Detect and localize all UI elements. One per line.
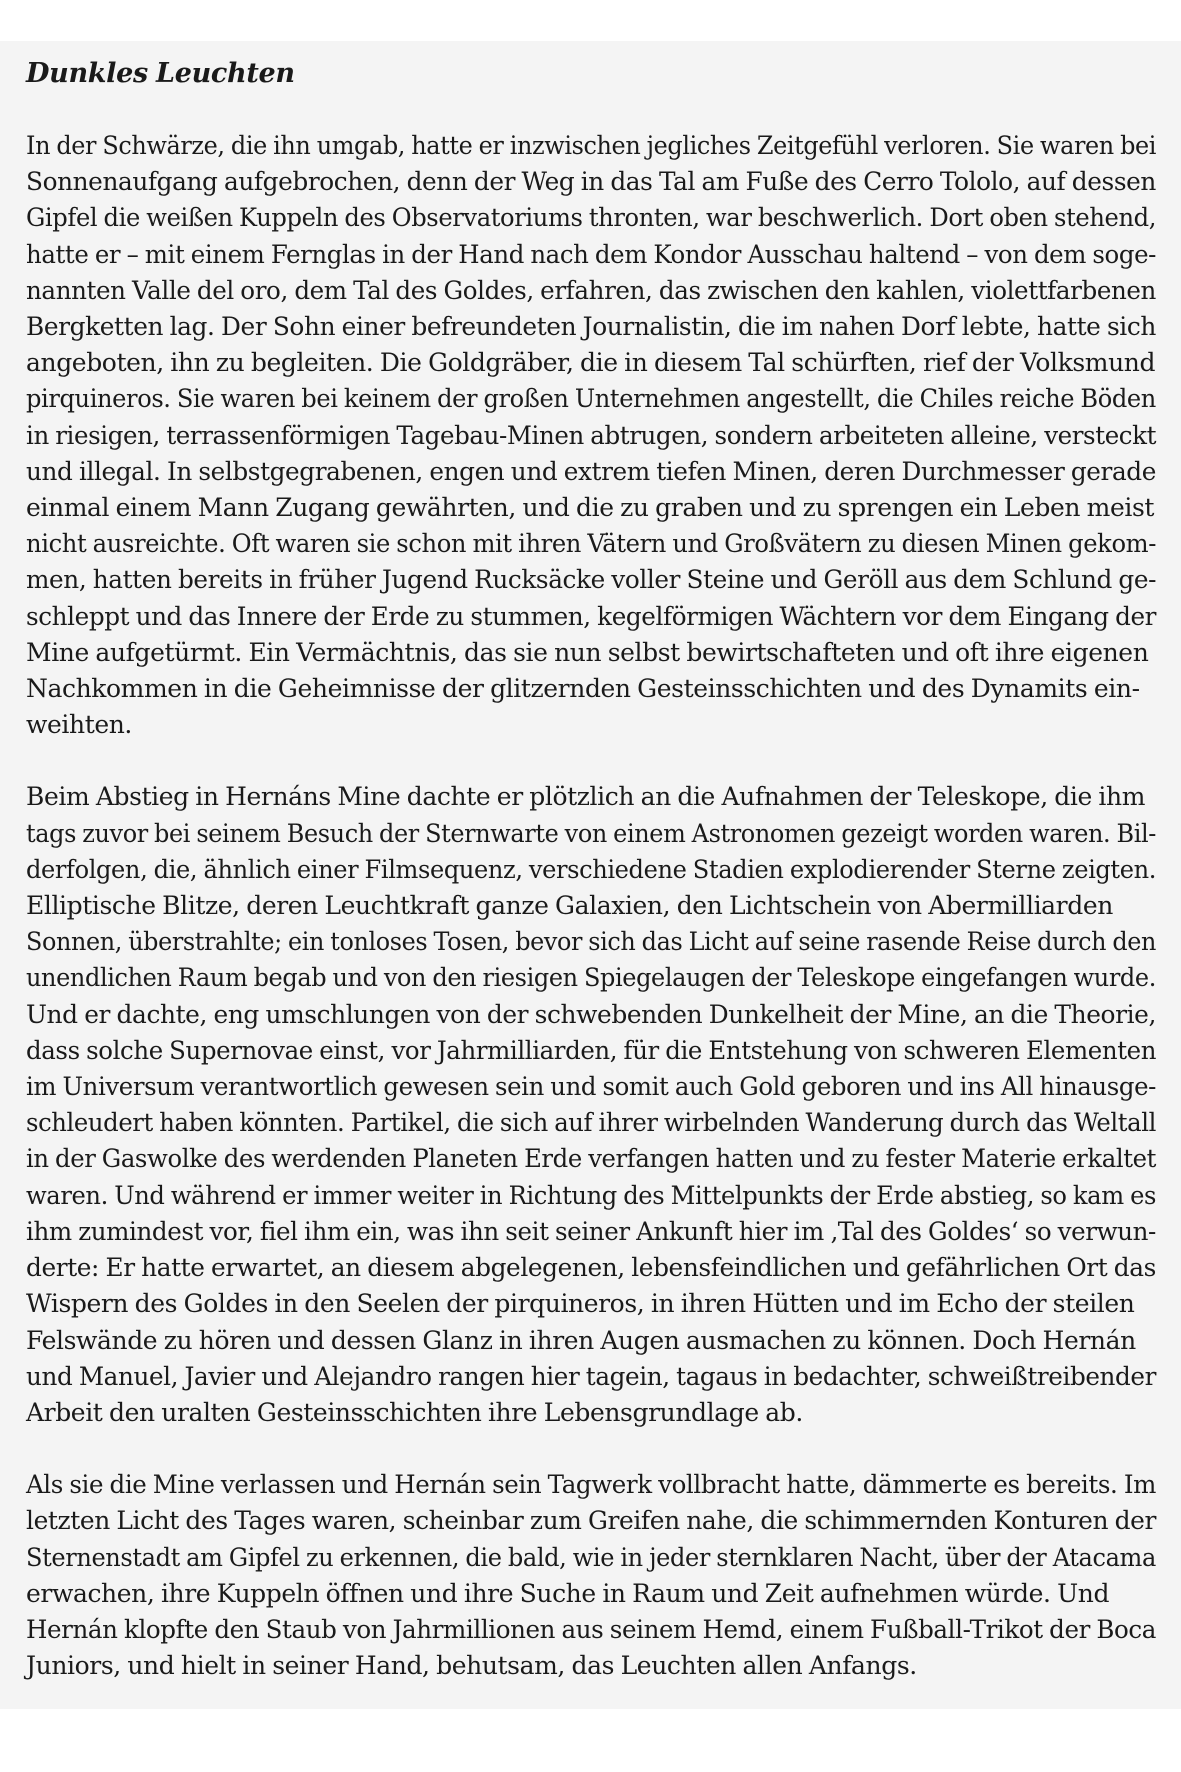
text-line: weihten.	[26, 710, 132, 740]
text-line: nicht ausreichte. Oft waren sie schon mit ihren Vätern und Großvätern zu diesen Minen gekom-	[26, 529, 1157, 559]
text-line: Felswände zu hören und dessen Glanz in ihren Augen ausmachen zu können. Doch Hernán	[26, 1325, 1136, 1355]
text-line: einmal einem Mann Zugang gewährten, und die zu graben und zu sprengen ein Leben meist	[26, 493, 1155, 523]
text-line: schleppt und das Innere der Erde zu stummen, kegelförmigen Wächtern vor dem Eingang der	[26, 601, 1157, 631]
text-line: und Manuel, Javier und Alejandro rangen hier tagein, tagaus in bedachter, schweißtreibender	[26, 1361, 1157, 1391]
text-line: Als sie die Mine verlassen und Hernán sein Tagwerk vollbracht hatte, dämmerte es bereits. Im	[26, 1470, 1156, 1500]
text-line: Juniors, und hielt in seiner Hand, behutsam, das Leuchten allen Anfangs.	[26, 1651, 917, 1681]
text-line: Gipfel die weißen Kuppeln des Observatoriums thronten, war beschwerlich. Dort oben stehend,	[26, 203, 1157, 233]
text-line: schleudert haben könnten. Partikel, die sich auf ihrer wirbelnden Wanderung durch das Weltall	[26, 1108, 1157, 1138]
text-line: Bergketten lag. Der Sohn einer befreundeten Journalistin, die im nahen Dorf lebte, hatte sich	[26, 312, 1156, 342]
text-line: Hernán klopfte den Staub von Jahrmillionen aus seinem Hemd, einem Fußball-Trikot der Boca	[26, 1614, 1156, 1644]
text-line: derfolgen, die, ähnlich einer Filmsequenz, verschiedene Stadien explodierender Sterne zeigten.	[26, 854, 1157, 884]
text-line: men, hatten bereits in früher Jugend Rucksäcke voller Steine und Geröll aus dem Schlund ge-	[26, 565, 1157, 595]
text-line: In der Schwärze, die ihn umgab, hatte er inzwischen jegliches Zeitgefühl verloren. Sie waren bei	[26, 131, 1157, 160]
text-line: Mine aufgetürmt. Ein Vermächtnis, das sie nun selbst bewirtschafteten und oft ihre eigenen	[26, 637, 1149, 667]
document-content	[26, 56, 1160, 1684]
text-line: Nachkommen in die Geheimnisse der glitzernden Gesteinsschichten und des Dynamits ein-	[26, 674, 1140, 704]
story-body	[26, 128, 1160, 1684]
text-line: unendlichen Raum begab und von den riesigen Spiegelaugen der Teleskope eingefangen wurde.	[26, 963, 1156, 993]
text-line: Arbeit den uralten Gesteinsschichten ihre Lebensgrundlage ab.	[26, 1397, 803, 1427]
text-line: letzten Licht des Tages waren, scheinbar zum Greifen nahe, die schimmernden Konturen der	[26, 1506, 1157, 1536]
text-line: und illegal. In selbstgegrabenen, engen und extrem tiefen Minen, deren Durchmesser gerade	[26, 456, 1156, 486]
text-line: dass solche Supernovae einst, vor Jahrmilliarden, für die Entstehung von schweren Elementen	[26, 1035, 1157, 1065]
text-line: Sonnenaufgang aufgebrochen, denn der Weg in das Tal am Fuße des Cerro Tololo, auf dessen	[26, 167, 1156, 197]
text-line: im Universum verantwortlich gewesen sein und somit auch Gold geboren und ins All hinausge-	[26, 1072, 1156, 1102]
text-line: Wispern des Goldes in den Seelen der pirquineros, in ihren Hütten und im Echo der steilen	[26, 1289, 1135, 1319]
text-line: angeboten, ihn zu begleiten. Die Goldgräber, die in diesem Tal schürften, rief der Volksmund	[26, 348, 1156, 378]
text-line: nannten Valle del oro, dem Tal des Goldes, erfahren, das zwischen den kahlen, violettfarbenen	[26, 275, 1156, 305]
text-line: Sonnen, überstrahlte; ein tonloses Tosen, bevor sich das Licht auf seine rasende Reise durch den	[26, 927, 1156, 957]
text-line: pirquineros. Sie waren bei keinem der großen Unternehmen angestellt, die Chiles reiche Böden	[26, 384, 1156, 414]
text-line: ihm zumindest vor, fiel ihm ein, was ihn seit seiner Ankunft hier im ‚Tal des Goldes‘ so verwun-	[26, 1216, 1156, 1246]
text-line: derte: Er hatte erwartet, an diesem abgelegenen, lebensfeindlichen und gefährlichen Ort das	[26, 1253, 1156, 1283]
paragraph	[26, 779, 1160, 1431]
paragraph	[26, 1467, 1160, 1684]
text-line: erwachen, ihre Kuppeln öffnen und ihre Suche in Raum und Zeit aufnehmen würde. Und	[26, 1578, 1110, 1608]
text-line: tags zuvor bei seinem Besuch der Sternwarte von einem Astronomen gezeigt worden waren. Bil-	[26, 818, 1157, 848]
text-line: hatte er – mit einem Fernglas in der Hand nach dem Kondor Ausschau haltend – von dem soge-	[26, 239, 1157, 269]
text-line: waren. Und während er immer weiter in Richtung des Mittelpunkts der Erde abstieg, so kam es	[26, 1180, 1157, 1210]
text-line: Elliptische Blitze, deren Leuchtkraft ganze Galaxien, den Lichtschein von Abermilliarden	[26, 891, 1113, 921]
story-title: Dunkles Leuchten	[26, 58, 295, 89]
text-line: Und er dachte, eng umschlungen von der schwebenden Dunkelheit der Mine, an die Theorie,	[26, 999, 1156, 1029]
paragraph	[26, 128, 1160, 743]
text-line: Sternenstadt am Gipfel zu erkennen, die bald, wie in jeder sternklaren Nacht, über der Atacama	[26, 1542, 1156, 1572]
text-line: in riesigen, terrassenförmigen Tagebau-Minen abtrugen, sondern arbeiteten alleine, versteckt	[26, 420, 1157, 450]
text-line: Beim Abstieg in Hernáns Mine dachte er plötzlich an die Aufnahmen der Teleskope, die ihm	[26, 782, 1146, 812]
text-line: in der Gaswolke des werdenden Planeten Erde verfangen hatten und zu fester Materie erkaltet	[26, 1144, 1156, 1174]
document-page	[0, 41, 1181, 1709]
